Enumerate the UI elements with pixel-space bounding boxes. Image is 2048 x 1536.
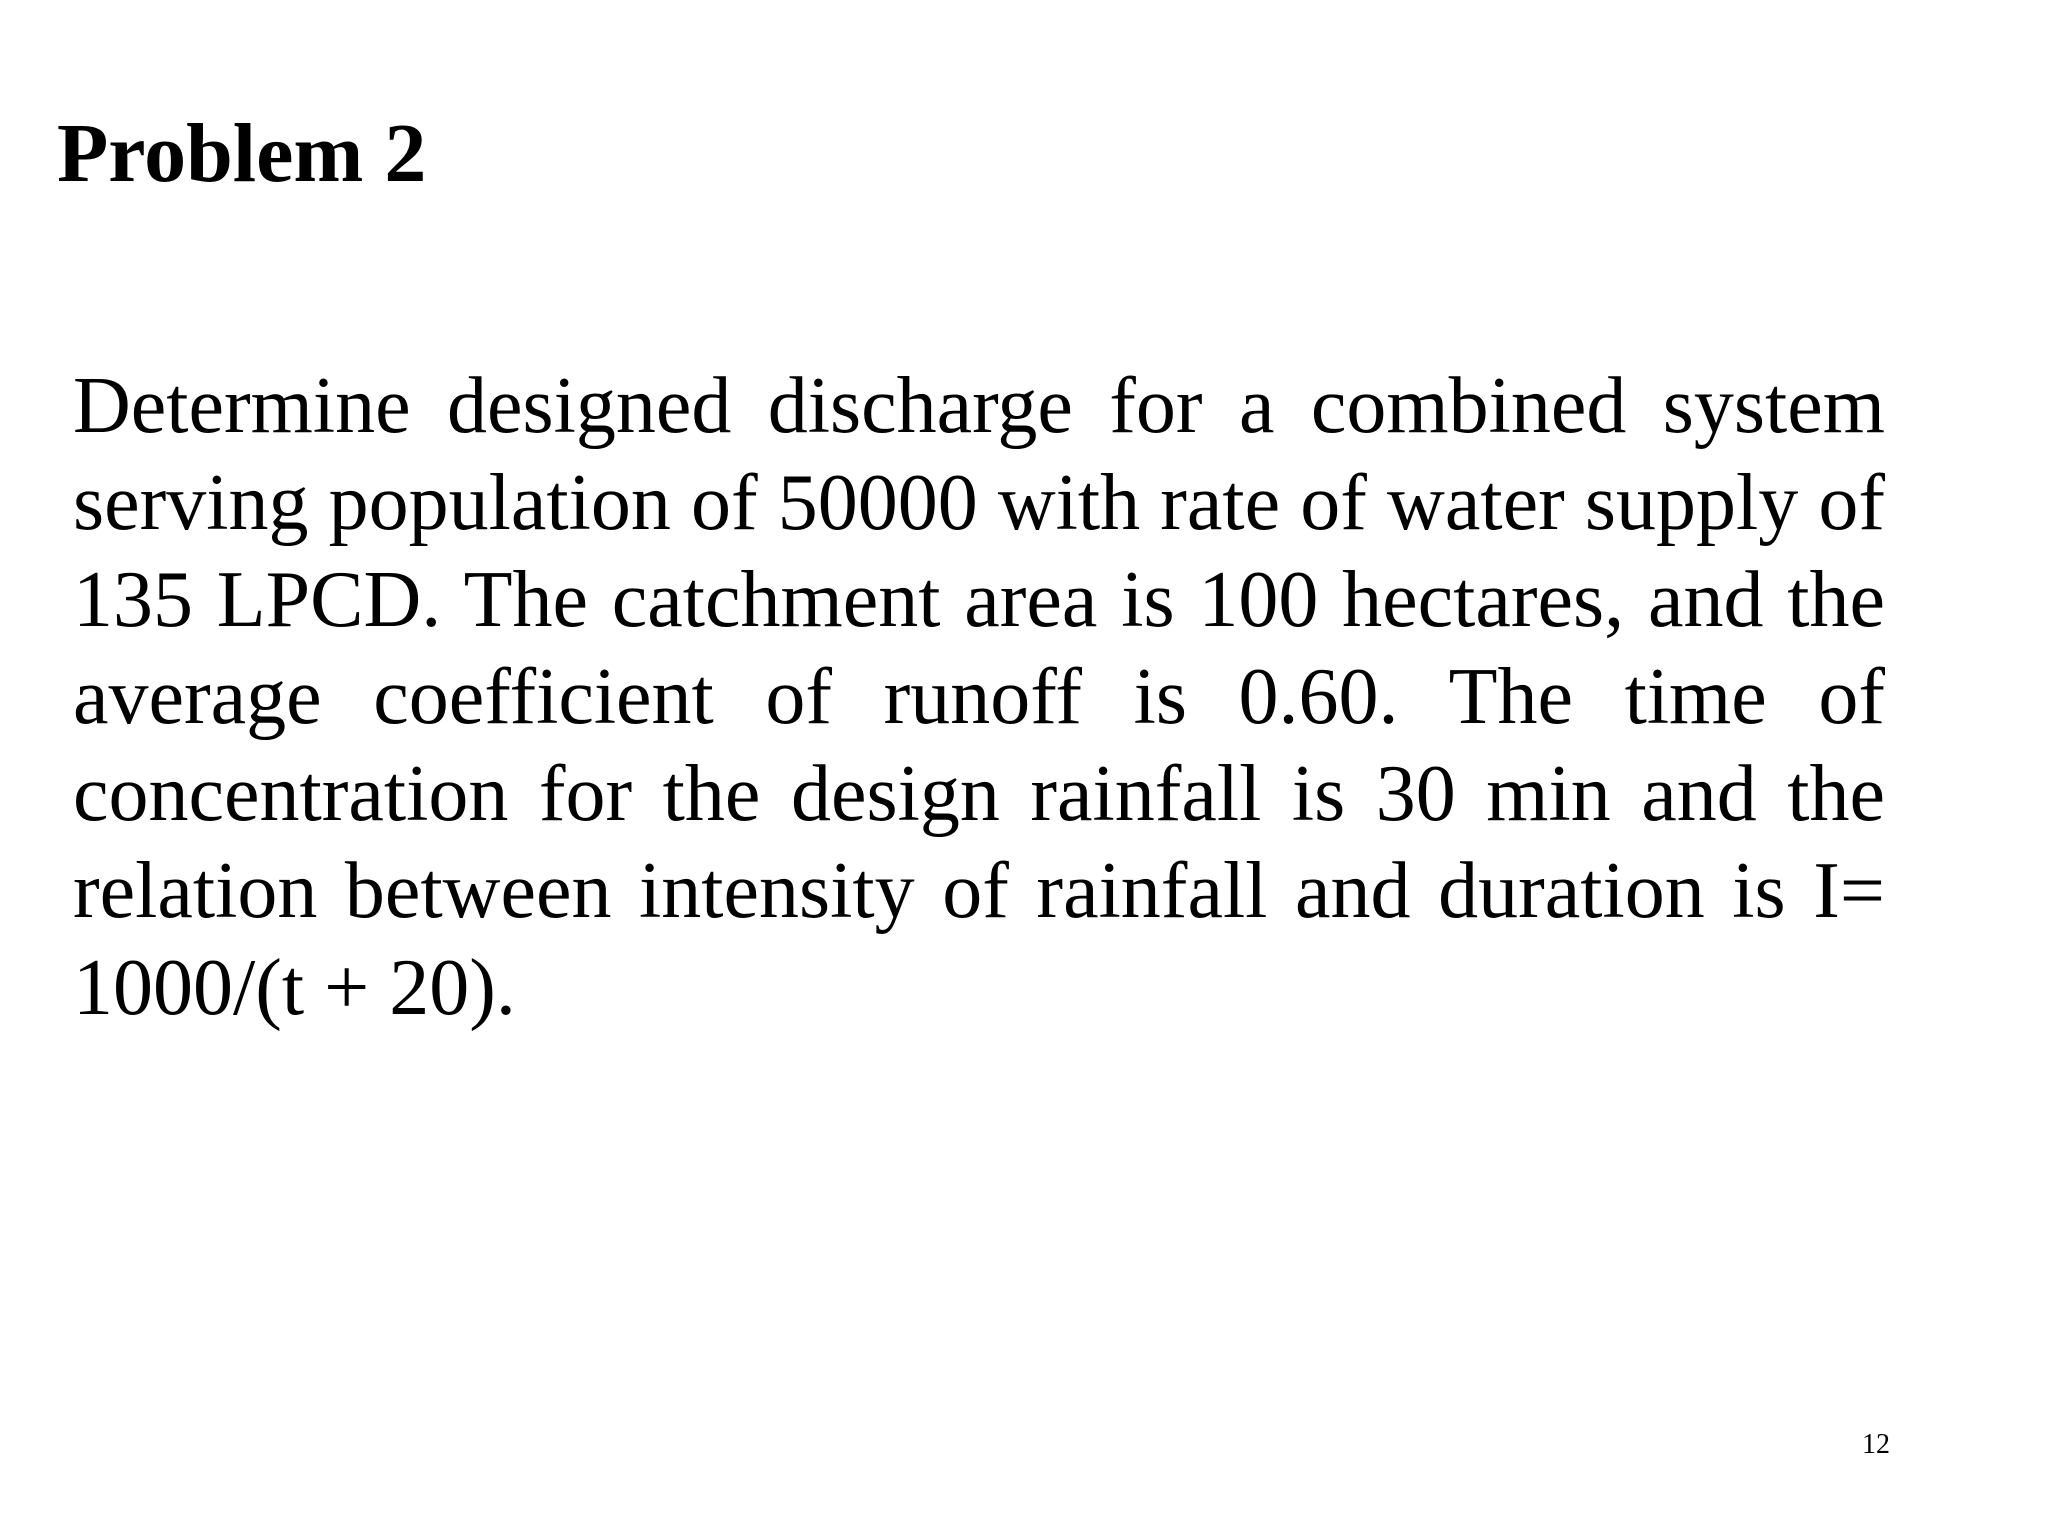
slide-page-number: 12 — [1862, 1429, 1890, 1460]
problem-statement: Determine designed discharge for a combined system serving population of 50000 with rate of water supply of 135 LPCD. The catchment area is 100 hectares, and the average coefficient of runoff is 0.60. The time of concentration for the design rainfall is 30 min and the relation between intensity of rainfall and duration is I= 1000/(t + 20). — [73, 362, 1885, 1032]
slide-title: Problem 2 — [57, 107, 427, 200]
